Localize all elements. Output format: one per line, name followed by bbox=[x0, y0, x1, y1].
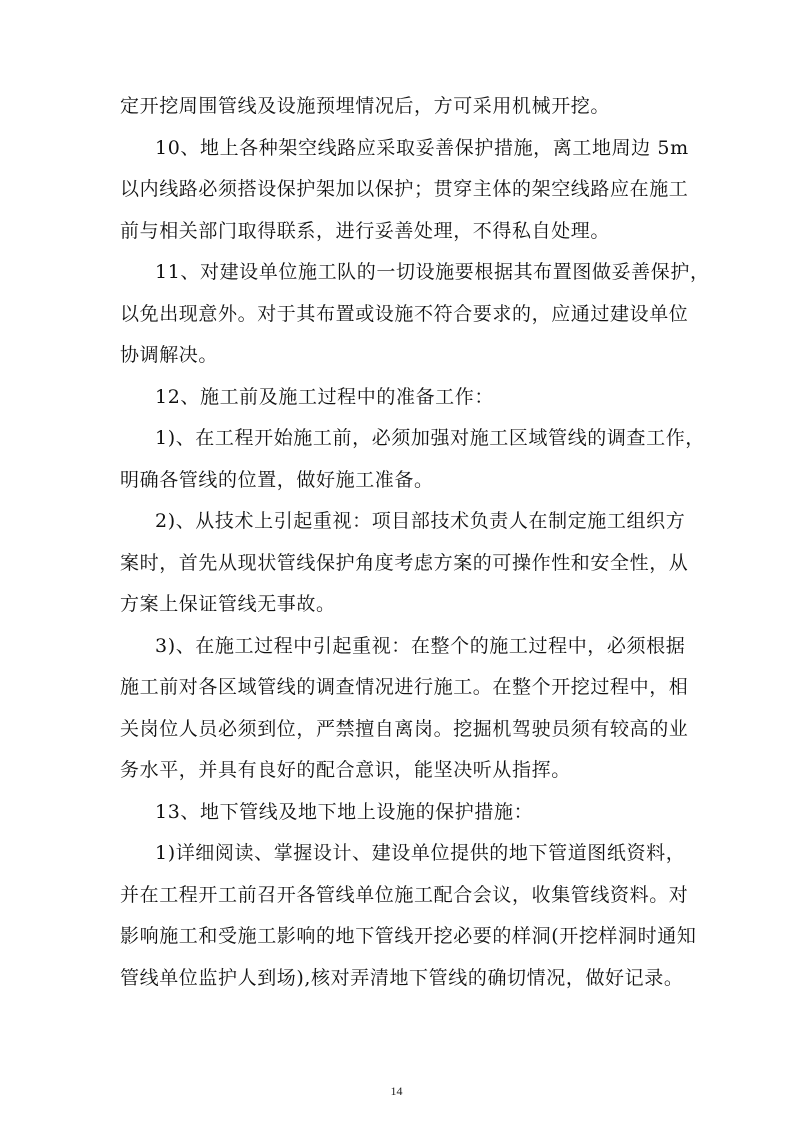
text-line: 协调解决。 bbox=[120, 344, 219, 366]
text-line: 管线单位监护人到场),核对弄清地下管线的确切情况，做好记录。 bbox=[120, 966, 684, 989]
text-line: 案时，首先从现状管线保护角度考虑方案的可操作性和安全性，从 bbox=[120, 551, 689, 574]
body-text bbox=[120, 86, 710, 999]
text-line: 定开挖周围管线及设施预埋情况后，方可采用机械开挖。 bbox=[120, 95, 611, 117]
text-line: 关岗位人员必须到位，严禁擅自离岗。挖掘机驾驶员须有较高的业 bbox=[120, 717, 689, 740]
item-12-2-start: 2)、从技术上引起重视：项目部技术负责人在制定施工组织方 bbox=[155, 510, 686, 532]
text-line: 并在工程开工前召开各管线单位施工配合会议，收集管线资料。对 bbox=[120, 883, 689, 906]
item-12-1-start: 1)、在工程开始施工前，必须加强对施工区域管线的调查工作， bbox=[155, 427, 705, 449]
item-12-3-start: 3)、在施工过程中引起重视：在整个的施工过程中，必须根据 bbox=[155, 634, 686, 657]
text-line: 以内线路必须搭设保护架加以保护；贯穿主体的架空线路应在施工 bbox=[120, 178, 689, 200]
paragraph-12-heading: 12、施工前及施工过程中的准备工作： bbox=[155, 385, 494, 408]
paragraph-10-start: 10、地上各种架空线路应采取妥善保护措施，离工地周边 5m bbox=[155, 136, 689, 159]
page-number: 14 bbox=[390, 1084, 403, 1098]
text-line: 务水平，并具有良好的配合意识，能坚决听从指挥。 bbox=[120, 759, 571, 781]
text-line: 以免出现意外。对于其布置或设施不符合要求的，应通过建设单位 bbox=[120, 302, 689, 325]
item-13-1-start: 1)详细阅读、掌握设计、建设单位提供的地下管道图纸资料， bbox=[155, 842, 686, 864]
text-line: 方案上保证管线无事故。 bbox=[120, 593, 336, 615]
text-line: 明确各管线的位置，做好施工准备。 bbox=[120, 468, 434, 491]
text-line: 影响施工和受施工影响的地下管线开挖必要的样洞(开挖样洞时通知 bbox=[120, 925, 697, 947]
text-line: 前与相关部门取得联系，进行妥善处理，不得私自处理。 bbox=[120, 219, 611, 242]
text-line: 施工前对各区域管线的调查情况进行施工。在整个开挖过程中，相 bbox=[120, 676, 689, 698]
paragraph-13-heading: 13、地下管线及地下地上设施的保护措施： bbox=[155, 800, 534, 823]
paragraph-11-start: 11、对建设单位施工队的一切设施要根据其布置图做妥善保护， bbox=[155, 261, 710, 283]
